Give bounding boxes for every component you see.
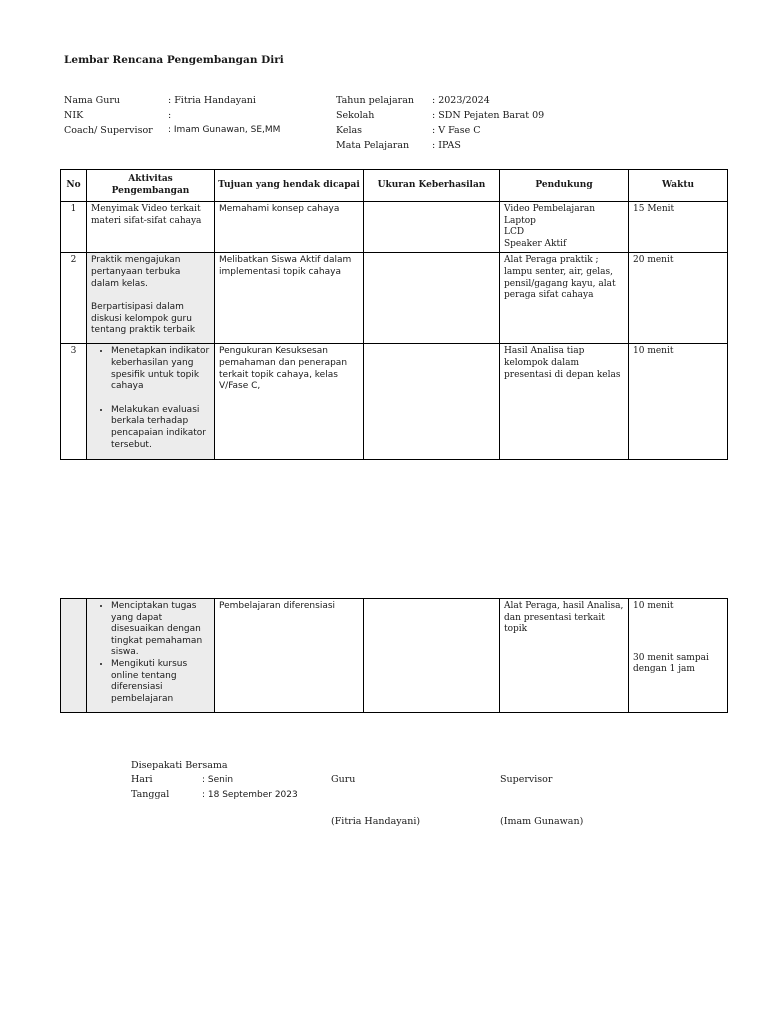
row-waktu: 20 menit <box>629 253 728 344</box>
info-value: : SDN Pejaten Barat 09 <box>432 110 545 121</box>
info-label: Nama Guru <box>64 95 121 106</box>
row-pendukung <box>500 202 629 253</box>
list-item: • Melakukan evaluasi berkala terhadap pencapaian indikator tersebut. <box>111 405 210 451</box>
row-tujuan: Memahami konsep cahaya <box>215 202 364 253</box>
info-value: : <box>168 110 172 121</box>
header-pendukung: Pendukung <box>500 170 629 202</box>
table-row <box>61 599 728 713</box>
pendukung-item: Speaker Aktif <box>504 238 567 249</box>
signature-heading: Disepakati Bersama <box>131 760 228 771</box>
info-label: Kelas <box>336 125 363 136</box>
row-aktivitas <box>87 253 215 344</box>
aktivitas-text: Menyimak Video terkait materi sifat-sifat cahaya <box>91 204 202 226</box>
pendukung-item: Alat Peraga praktik ; lampu senter, air, gelas, pensil/gagang kayu, alat peraga sifat cahaya <box>504 255 616 301</box>
info-label: Tahun pelajaran <box>336 95 414 106</box>
list-item: • Menciptakan tugas yang dapat disesuaikan dengan tingkat pemahaman siswa. <box>111 601 210 659</box>
row-ukuran <box>364 344 500 460</box>
guru-name: (Fitria Handayani) <box>331 816 421 827</box>
info-label: Sekolah <box>336 110 375 121</box>
aktivitas-list <box>91 601 210 705</box>
info-value: : 2023/2024 <box>432 95 490 106</box>
row-waktu <box>629 599 728 713</box>
teacher-info <box>64 93 280 138</box>
aktivitas-text: Berpartisipasi dalam diskusi kelompok guru tentang praktik terbaik <box>91 302 196 336</box>
table-row <box>61 344 728 460</box>
spacer <box>91 290 210 302</box>
aktivitas-text: Praktik mengajukan pertanyaan terbuka dalam kelas. <box>91 255 181 289</box>
supervisor-name: (Imam Gunawan) <box>500 816 584 827</box>
school-info <box>336 93 544 153</box>
row-ukuran <box>364 253 500 344</box>
row-waktu: 15 Menit <box>629 202 728 253</box>
hari-value: : Senin <box>202 775 234 785</box>
table-row <box>61 202 728 253</box>
row-pendukung <box>500 599 629 713</box>
row-pendukung <box>500 344 629 460</box>
hari-label: Hari <box>131 774 153 785</box>
row-ukuran <box>364 202 500 253</box>
header-aktivitas: Aktivitas Pengembangan <box>87 170 215 202</box>
pendukung-item: Alat Peraga, hasil Analisa, dan presentasi terkait topik <box>504 601 624 635</box>
row-tujuan: Melibatkan Siswa Aktif dalam implementasi topik cahaya <box>215 253 364 344</box>
list-item: • Mengikuti kursus online tentang diferensiasi pembelajaran <box>111 659 210 705</box>
header-ukuran: Ukuran Keberhasilan <box>364 170 500 202</box>
row-no: 2 <box>61 253 87 344</box>
info-label: NIK <box>64 110 84 121</box>
info-label: Coach/ Supervisor <box>64 125 153 136</box>
pendukung-item: Video Pembelajaran <box>504 204 596 214</box>
guru-label: Guru <box>331 774 356 785</box>
row-aktivitas <box>87 202 215 253</box>
info-value: : V Fase C <box>432 125 481 136</box>
row-no: 1 <box>61 202 87 253</box>
row-tujuan: Pembelajaran diferensiasi <box>215 599 364 713</box>
aktivitas-list <box>91 346 210 451</box>
pendukung-item: Laptop <box>504 215 536 226</box>
plan-table-continued <box>60 598 728 713</box>
document-title: Lembar Rencana Pengembangan Diri <box>64 54 284 66</box>
supervisor-label: Supervisor <box>500 774 553 785</box>
row-waktu: 10 menit <box>629 344 728 460</box>
table-header-row <box>61 170 728 202</box>
row-aktivitas <box>87 599 215 713</box>
info-value: : Fitria Handayani <box>168 95 256 106</box>
row-no <box>61 599 87 713</box>
info-value: : Imam Gunawan, SE,MM <box>168 125 281 135</box>
row-pendukung <box>500 253 629 344</box>
pendukung-item: LCD <box>504 227 525 238</box>
list-item: • Menetapkan indikator keberhasilan yang spesifik untuk topik cahaya <box>111 346 210 392</box>
info-label: Mata Pelajaran <box>336 140 410 151</box>
plan-table <box>60 169 728 460</box>
spacer <box>633 613 723 653</box>
header-waktu: Waktu <box>629 170 728 202</box>
row-tujuan: Pengukuran Kesuksesan pemahaman dan penerapan terkait topik cahaya, kelas V/Fase C, <box>215 344 364 460</box>
header-tujuan: Tujuan yang hendak dicapai <box>215 170 364 202</box>
header-no: No <box>61 170 87 202</box>
tanggal-label: Tanggal <box>131 789 170 800</box>
row-aktivitas <box>87 344 215 460</box>
row-ukuran <box>364 599 500 713</box>
waktu-item: 30 menit sampai dengan 1 jam <box>633 652 709 675</box>
table-row <box>61 253 728 344</box>
pendukung-item: Hasil Analisa tiap kelompok dalam presentasi di depan kelas <box>504 346 621 380</box>
info-value: : IPAS <box>432 140 461 151</box>
row-no: 3 <box>61 344 87 460</box>
waktu-item: 10 menit <box>633 601 674 611</box>
tanggal-value: : 18 September 2023 <box>202 790 298 800</box>
